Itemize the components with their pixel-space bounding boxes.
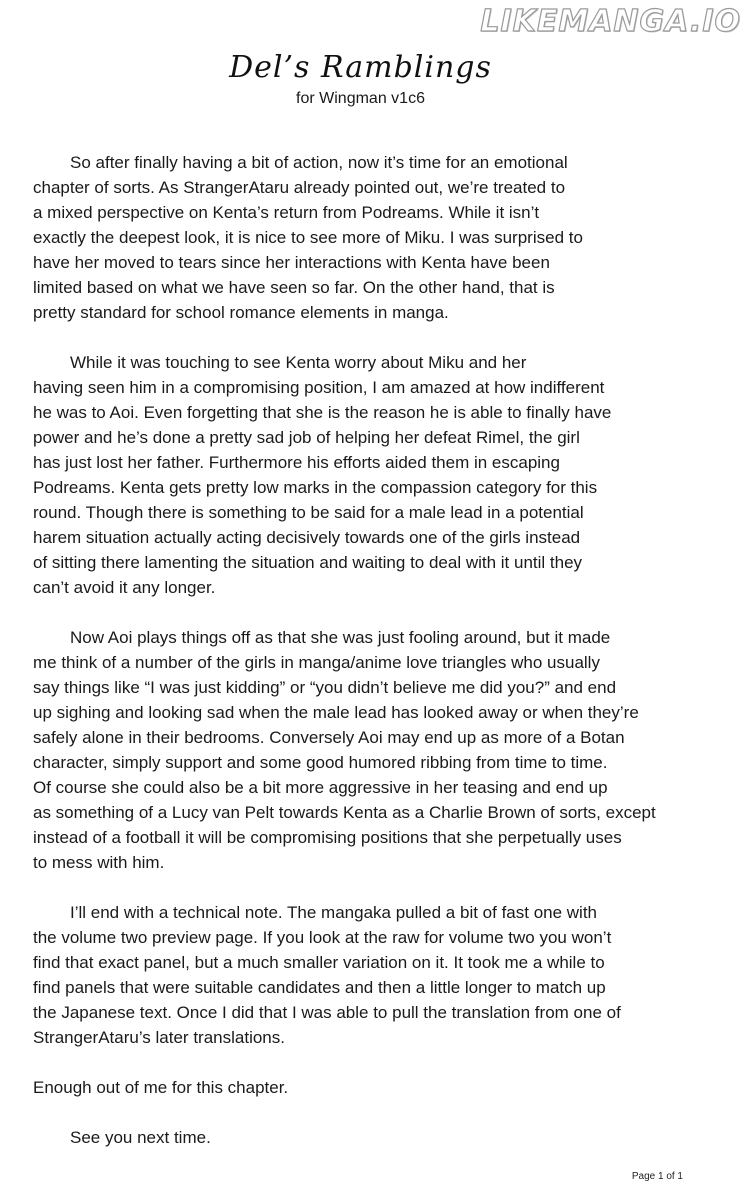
paragraph-1 — [33, 150, 723, 325]
text-line: as something of a Lucy van Pelt towards Kenta as a Charlie Brown of sorts, except — [33, 803, 656, 822]
text-line: find panels that were suitable candidates and then a little longer to match up — [33, 978, 606, 997]
paragraph-3 — [33, 625, 723, 875]
text-line: While it was touching to see Kenta worry about Miku and her — [70, 353, 527, 372]
text-line: to mess with him. — [33, 853, 165, 872]
text-line: have her moved to tears since her interactions with Kenta have been — [33, 253, 550, 272]
text-line: So after finally having a bit of action, now it’s time for an emotional — [70, 153, 568, 172]
paragraph-2 — [33, 350, 723, 600]
text-line: safely alone in their bedrooms. Conversely Aoi may end up as more of a Botan — [33, 728, 625, 747]
text-line: of sitting there lamenting the situation and waiting to deal with it until they — [33, 553, 583, 572]
text-line: harem situation actually acting decisively towards one of the girls instead — [33, 528, 581, 547]
text-line: the volume two preview page. If you look at the raw for volume two you won’t — [33, 928, 612, 947]
text-line: power and he’s done a pretty sad job of helping her defeat Rimel, the girl — [33, 428, 580, 447]
text-line: character, simply support and some good humored ribbing from time to time. — [33, 753, 608, 772]
paragraph-4 — [33, 900, 723, 1050]
text-line: Podreams. Kenta gets pretty low marks in the compassion category for this — [33, 478, 598, 497]
text-line: pretty standard for school romance elements in manga. — [33, 303, 449, 322]
text-line: say things like “I was just kidding” or “you didn’t believe me did you?” and end — [33, 678, 617, 697]
text-line: Of course she could also be a bit more aggressive in her teasing and end up — [33, 778, 608, 797]
text-line: has just lost her father. Furthermore his efforts aided them in escaping — [33, 453, 560, 472]
text-line: Enough out of me for this chapter. — [33, 1078, 289, 1097]
text-line: the Japanese text. Once I did that I was able to pull the translation from one of — [33, 1003, 621, 1022]
text-line: he was to Aoi. Even forgetting that she is the reason he is able to finally have — [33, 403, 612, 422]
text-line: me think of a number of the girls in manga/anime love triangles who usually — [33, 653, 600, 672]
site-watermark: LIKEMANGA.IO — [480, 4, 741, 39]
text-line: find that exact panel, but a much smaller variation on it. It took me a while to — [33, 953, 605, 972]
page-title: Del’s Ramblings — [229, 50, 492, 85]
document-body — [33, 150, 723, 1175]
page-number: Page 1 of 1 — [631, 1171, 683, 1182]
text-line: StrangerAtaru’s later translations. — [33, 1028, 285, 1047]
text-line: a mixed perspective on Kenta’s return from Podreams. While it isn’t — [33, 203, 540, 222]
text-line: chapter of sorts. As StrangerAtaru already pointed out, we’re treated to — [33, 178, 566, 197]
text-line: having seen him in a compromising position, I am amazed at how indifferent — [33, 378, 605, 397]
text-line: exactly the deepest look, it is nice to see more of Miku. I was surprised to — [33, 228, 583, 247]
text-line: Now Aoi plays things off as that she was just fooling around, but it made — [70, 628, 611, 647]
text-line: up sighing and looking sad when the male lead has looked away or when they’re — [33, 703, 639, 722]
text-line: instead of a football it will be compromising positions that she perpetually uses — [33, 828, 622, 847]
text-line: limited based on what we have seen so far. On the other hand, that is — [33, 278, 555, 297]
text-line: round. Though there is something to be said for a male lead in a potential — [33, 503, 584, 522]
page-subtitle: for Wingman v1c6 — [296, 90, 425, 107]
paragraph-5 — [33, 1075, 723, 1100]
text-line: See you next time. — [70, 1128, 211, 1147]
text-line: can’t avoid it any longer. — [33, 578, 216, 597]
paragraph-6 — [33, 1125, 723, 1150]
text-line: I’ll end with a technical note. The mangaka pulled a bit of fast one with — [70, 903, 598, 922]
